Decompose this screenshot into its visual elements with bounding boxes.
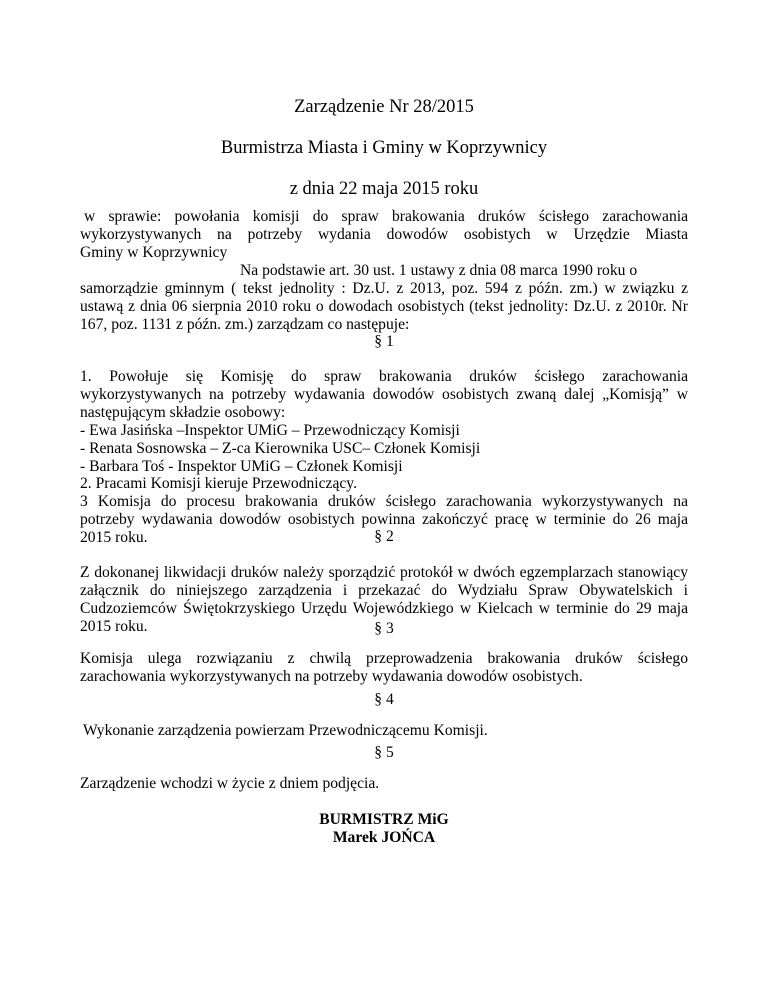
document-issuer: Burmistrza Miasta i Gminy w Koprzywnicy	[220, 138, 548, 158]
section-1-point-2: 2. Pracami Komisji kieruje Przewodniczący.	[80, 475, 357, 493]
legal-basis-paragraph	[80, 262, 688, 334]
document-title: Zarządzenie Nr 28/2015	[294, 97, 474, 117]
section-1-intro-line-3: następującym składzie osobowy:	[80, 403, 286, 421]
section-heading-4: § 4	[374, 691, 394, 708]
legal-basis-line-1: Na podstawie art. 30 ust. 1 ustawy z dnia 08 marca 1990 roku o	[240, 262, 638, 279]
signature-name: Marek JOŃCA	[332, 829, 436, 846]
section-2-text: Z dokonanej likwidacji druków należy sporządzić protokół w dwóch egzemplarzach stanowiący załącznik do niniejszego zarządzenia i przekazać do Wydziału Spraw Obywatelskich i Cudzoziemców Świętokrzyskiego Urzędu Wojewódzkiego w Kielcach w terminie do 29 maja 2015 roku.	[80, 564, 688, 635]
document-date: z dnia 22 maja 2015 roku	[289, 179, 479, 199]
section-1-body	[80, 368, 688, 547]
subject-paragraph	[80, 208, 688, 262]
subject-line-3: Gminy w Koprzywnicy	[80, 243, 228, 261]
subject-line-1: w sprawie: powołania komisji do spraw brakowania druków ścisłego zarachowania	[84, 208, 688, 225]
section-heading-5: § 5	[374, 744, 394, 761]
legal-basis-rest: samorządzie gminnym ( tekst jednolity : Dz.U. z 2013, poz. 594 z późn. zm.) w związku z ustawą z dnia 06 sierpnia 2010 roku o dowodach osobistych (tekst jednolity: Dz.U. z 2010r. Nr 167, poz. 1131 z późn. zm.) zarządzam co następuje:	[80, 279, 688, 333]
signature-role: BURMISTRZ MiG	[319, 811, 449, 828]
section-3-text: Komisja ulega rozwiązaniu z chwilą przeprowadzenia brakowania druków ścisłego zarachowania wykorzystywanych na potrzeby wydawania dowodów osobistych.	[80, 650, 688, 685]
member-item: - Ewa Jasińska –Inspektor UMiG – Przewodniczący Komisji	[80, 421, 460, 439]
section-1-intro-line-2: wykorzystywanych na potrzeby wydawania dowodów osobistych zwaną dalej „Komisją” w	[80, 385, 688, 403]
section-5-text: Zarządzenie wchodzi w życie z dniem podjęcia.	[80, 775, 380, 792]
member-item: - Renata Sosnowska – Z-ca Kierownika USC– Członek Komisji	[80, 439, 481, 457]
section-heading-1: § 1	[374, 333, 394, 350]
section-1-point-3: 3 Komisja do procesu brakowania druków ścisłego zarachowania wykorzystywanych na potrzeby wydawania dowodów osobistych powinna zakończyć pracę w terminie do 26 maja 2015 roku.	[80, 493, 688, 547]
member-item: - Barbara Toś - Inspektor UMiG – Członek Komisji	[80, 457, 403, 475]
section-1-intro-line-1: 1. Powołuje się Komisję do spraw brakowania druków ścisłego zarachowania	[80, 368, 688, 385]
section-heading-2: § 2	[374, 528, 394, 545]
section-heading-3: § 3	[374, 620, 394, 637]
subject-line-2: wykorzystywanych na potrzeby wydania dowodów osobistych w Urzędzie Miasta	[80, 225, 688, 243]
section-4-text: Wykonanie zarządzenia powierzam Przewodniczącemu Komisji.	[83, 722, 488, 739]
